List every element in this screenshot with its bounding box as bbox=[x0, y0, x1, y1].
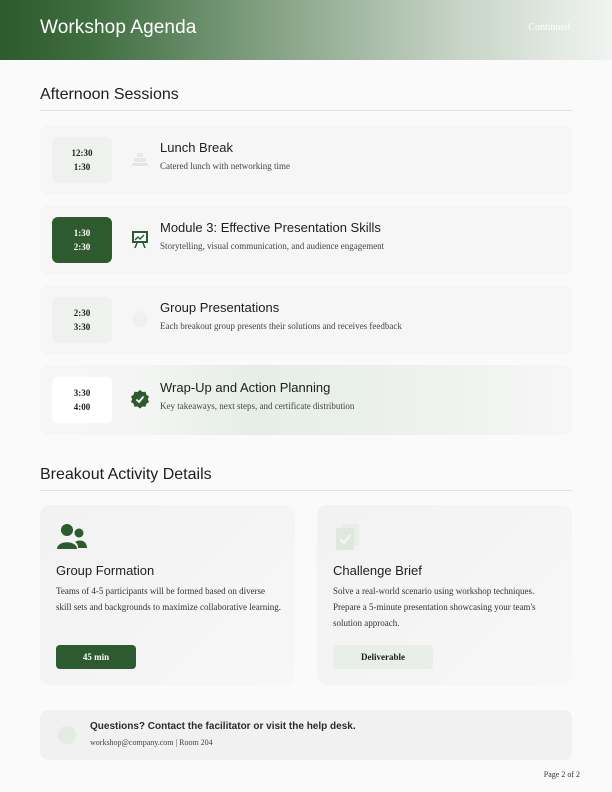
continued-label: Continued bbox=[528, 22, 570, 33]
info-icon bbox=[58, 726, 76, 744]
session-title: Wrap-Up and Action Planning bbox=[160, 380, 331, 395]
time-start: 3:30 bbox=[73, 388, 91, 398]
card-title: Challenge Brief bbox=[333, 563, 422, 578]
session-description: Each breakout group presents their solutions and receives feedback bbox=[160, 321, 402, 331]
clipboard-check-icon bbox=[333, 522, 365, 552]
group-icon bbox=[128, 307, 152, 331]
page-header bbox=[0, 0, 612, 60]
users-icon bbox=[56, 522, 88, 552]
session-item-wrap-up bbox=[40, 365, 572, 435]
card-group-formation bbox=[40, 505, 295, 685]
time-block bbox=[52, 137, 112, 183]
session-item-module-3 bbox=[40, 205, 572, 275]
card-text: Teams of 4-5 participants will be formed based on diverse skill sets and backgrounds to maximize collaborative learning. bbox=[56, 586, 281, 612]
card-challenge-brief bbox=[317, 505, 572, 685]
check-badge-icon bbox=[128, 387, 152, 411]
session-description: Storytelling, visual communication, and audience engagement bbox=[160, 241, 385, 251]
session-title: Module 3: Effective Presentation Skills bbox=[160, 220, 381, 235]
time-end: 3:30 bbox=[73, 322, 91, 332]
session-title: Group Presentations bbox=[160, 300, 280, 315]
session-description: Key takeaways, next steps, and certificate distribution bbox=[160, 401, 355, 411]
time-start: 2:30 bbox=[73, 308, 91, 318]
help-contact: workshop@company.com | Room 204 bbox=[90, 738, 213, 747]
time-block bbox=[52, 377, 112, 423]
breakout-heading: Breakout Activity Details bbox=[40, 466, 572, 491]
session-item-group-presentations bbox=[40, 285, 572, 355]
food-tray-icon bbox=[128, 147, 152, 171]
time-block bbox=[52, 297, 112, 343]
page-number: Page 2 of 2 bbox=[543, 770, 580, 779]
help-question: Questions? Contact the facilitator or visit the help desk. bbox=[90, 721, 356, 732]
session-title: Lunch Break bbox=[160, 140, 233, 155]
time-end: 1:30 bbox=[73, 162, 91, 172]
page-title: Workshop Agenda bbox=[40, 17, 197, 38]
session-item-lunch bbox=[40, 125, 572, 195]
card-text: Solve a real-world scenario using workshop techniques. Prepare a 5-minute presentation showcasing your team's solution approach. bbox=[333, 586, 536, 628]
time-block bbox=[52, 217, 112, 263]
time-start: 1:30 bbox=[73, 228, 91, 238]
deliverable-badge: Deliverable bbox=[333, 645, 433, 669]
duration-badge: 45 min bbox=[56, 645, 136, 669]
card-title: Group Formation bbox=[56, 563, 155, 578]
session-description: Catered lunch with networking time bbox=[160, 161, 290, 171]
time-end: 2:30 bbox=[73, 242, 91, 252]
time-start: 12:30 bbox=[71, 148, 93, 158]
help-box bbox=[40, 710, 572, 760]
time-end: 4:00 bbox=[73, 402, 91, 412]
presentation-board-icon bbox=[128, 227, 152, 251]
afternoon-heading: Afternoon Sessions bbox=[40, 86, 572, 111]
